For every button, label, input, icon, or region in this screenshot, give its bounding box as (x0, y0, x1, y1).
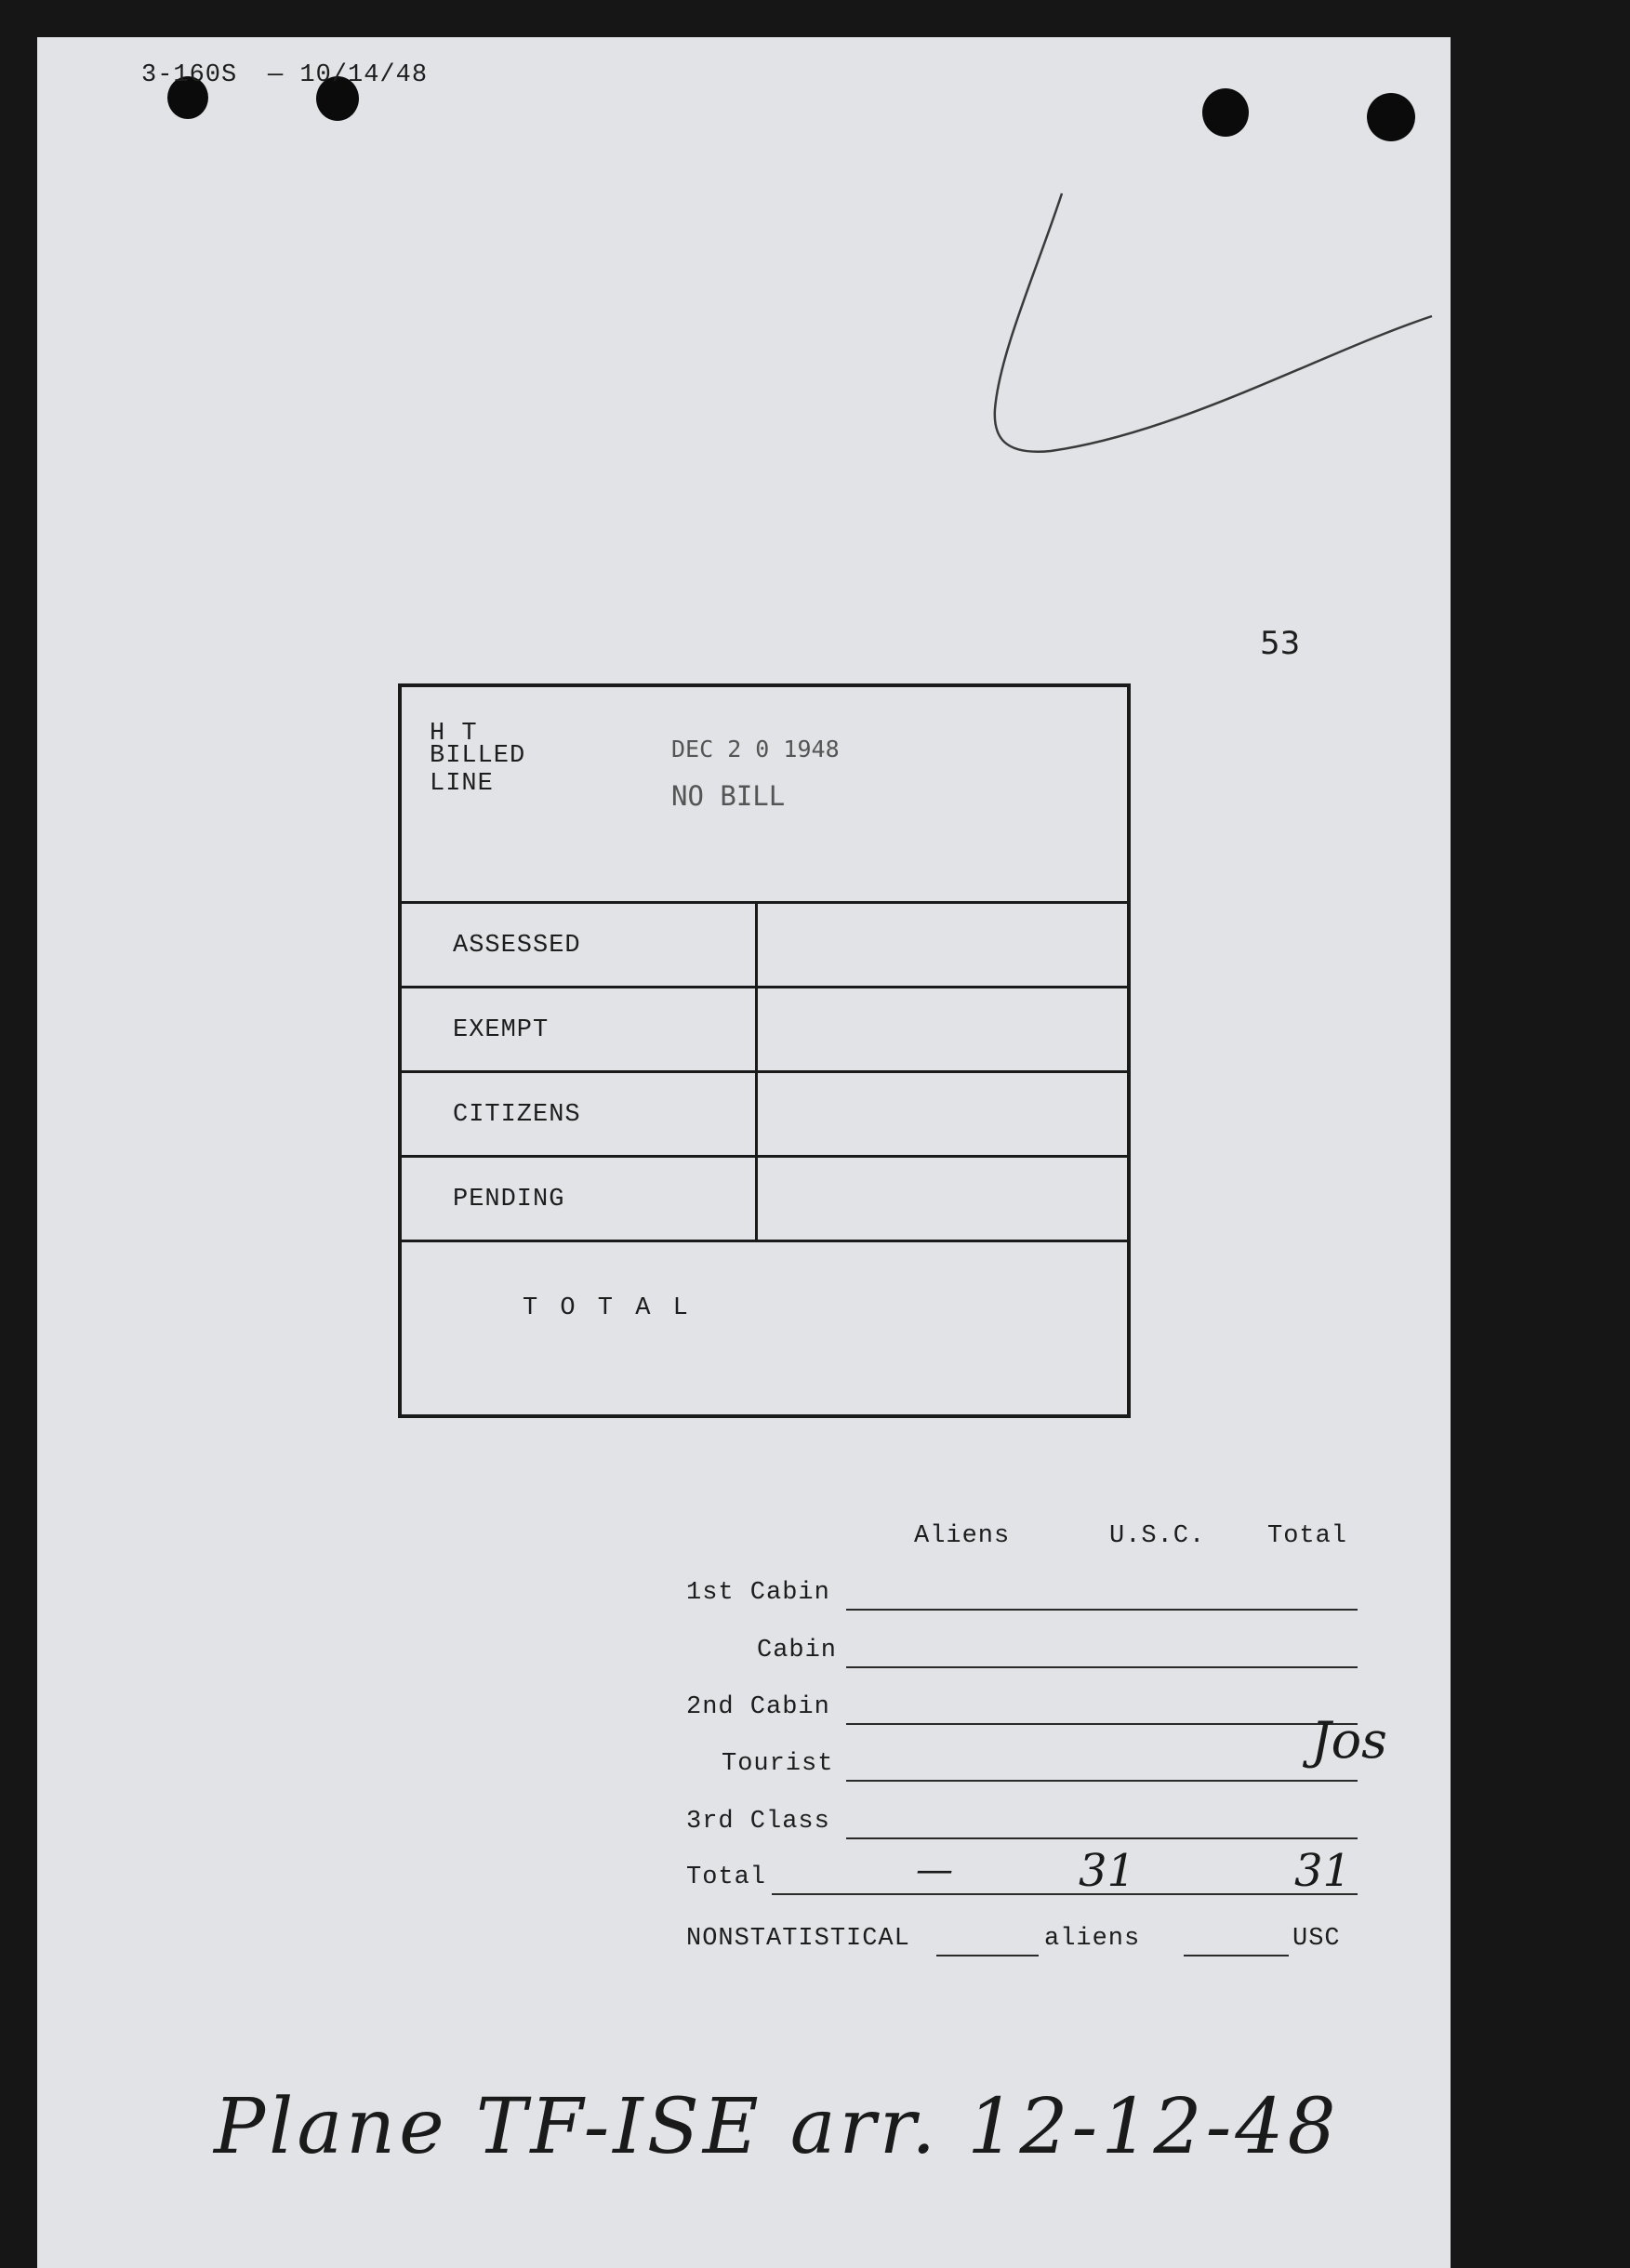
fill-line (846, 1780, 1358, 1782)
fill-line (846, 1723, 1358, 1725)
citizens-label: CITIZENS (453, 1101, 581, 1129)
exempt-label: EXEMPT (453, 1016, 550, 1044)
fill-line (1184, 1955, 1289, 1956)
punch-hole (1367, 93, 1415, 141)
nonstat-usc-label: USC (1292, 1925, 1341, 1953)
ht-label: H T (430, 720, 478, 748)
ht-row-exempt (402, 986, 1127, 1073)
total-usc-value: 31 (1079, 1845, 1136, 1897)
row-label-1st-cabin: 1st Cabin (686, 1579, 830, 1607)
page-number: 53 (1260, 625, 1301, 662)
ht-row-assessed (402, 901, 1127, 988)
punch-hole (1202, 88, 1249, 137)
row-label-total: Total (686, 1863, 767, 1891)
nonstat-aliens-label: aliens (1044, 1925, 1141, 1953)
row-label-3rd-class: 3rd Class (686, 1808, 830, 1836)
document-page (37, 37, 1451, 2268)
total-total-value: 31 (1294, 1845, 1352, 1897)
form-date: — 10/14/48 (268, 61, 429, 89)
row-label-tourist: Tourist (722, 1750, 834, 1778)
line-label: LINE (430, 770, 494, 798)
initials: Jos (1311, 1711, 1387, 1770)
pending-label: PENDING (453, 1186, 565, 1214)
check-mark (948, 186, 1451, 484)
row-label-cabin: Cabin (757, 1637, 838, 1665)
fill-line (772, 1893, 1358, 1895)
ht-header (402, 687, 1127, 901)
ht-row-pending (402, 1155, 1127, 1242)
row-label-2nd-cabin: 2nd Cabin (686, 1693, 830, 1721)
ht-total-row (402, 1240, 1127, 1414)
col-total: Total (1267, 1522, 1348, 1550)
fill-line (846, 1609, 1358, 1611)
assessed-label: ASSESSED (453, 932, 581, 960)
nonstatistical-label: NONSTATISTICAL (686, 1925, 910, 1953)
form-number: 3-160S (141, 61, 238, 89)
total-label: T O T A L (523, 1294, 692, 1322)
no-bill-stamp: NO BILL (671, 780, 786, 812)
ht-row-citizens (402, 1070, 1127, 1158)
footer-note: Plane TF-ISE arr. 12-12-48 (214, 2083, 1340, 2171)
total-aliens-value: — (916, 1849, 953, 1891)
fill-line (846, 1666, 1358, 1668)
col-aliens: Aliens (914, 1522, 1011, 1550)
date-stamp: DEC 2 0 1948 (671, 736, 840, 763)
billed-label: BILLED (430, 742, 526, 770)
fill-line (846, 1837, 1358, 1839)
head-tax-box (398, 683, 1131, 1418)
fill-line (936, 1955, 1039, 1956)
col-usc: U.S.C. (1109, 1522, 1206, 1550)
